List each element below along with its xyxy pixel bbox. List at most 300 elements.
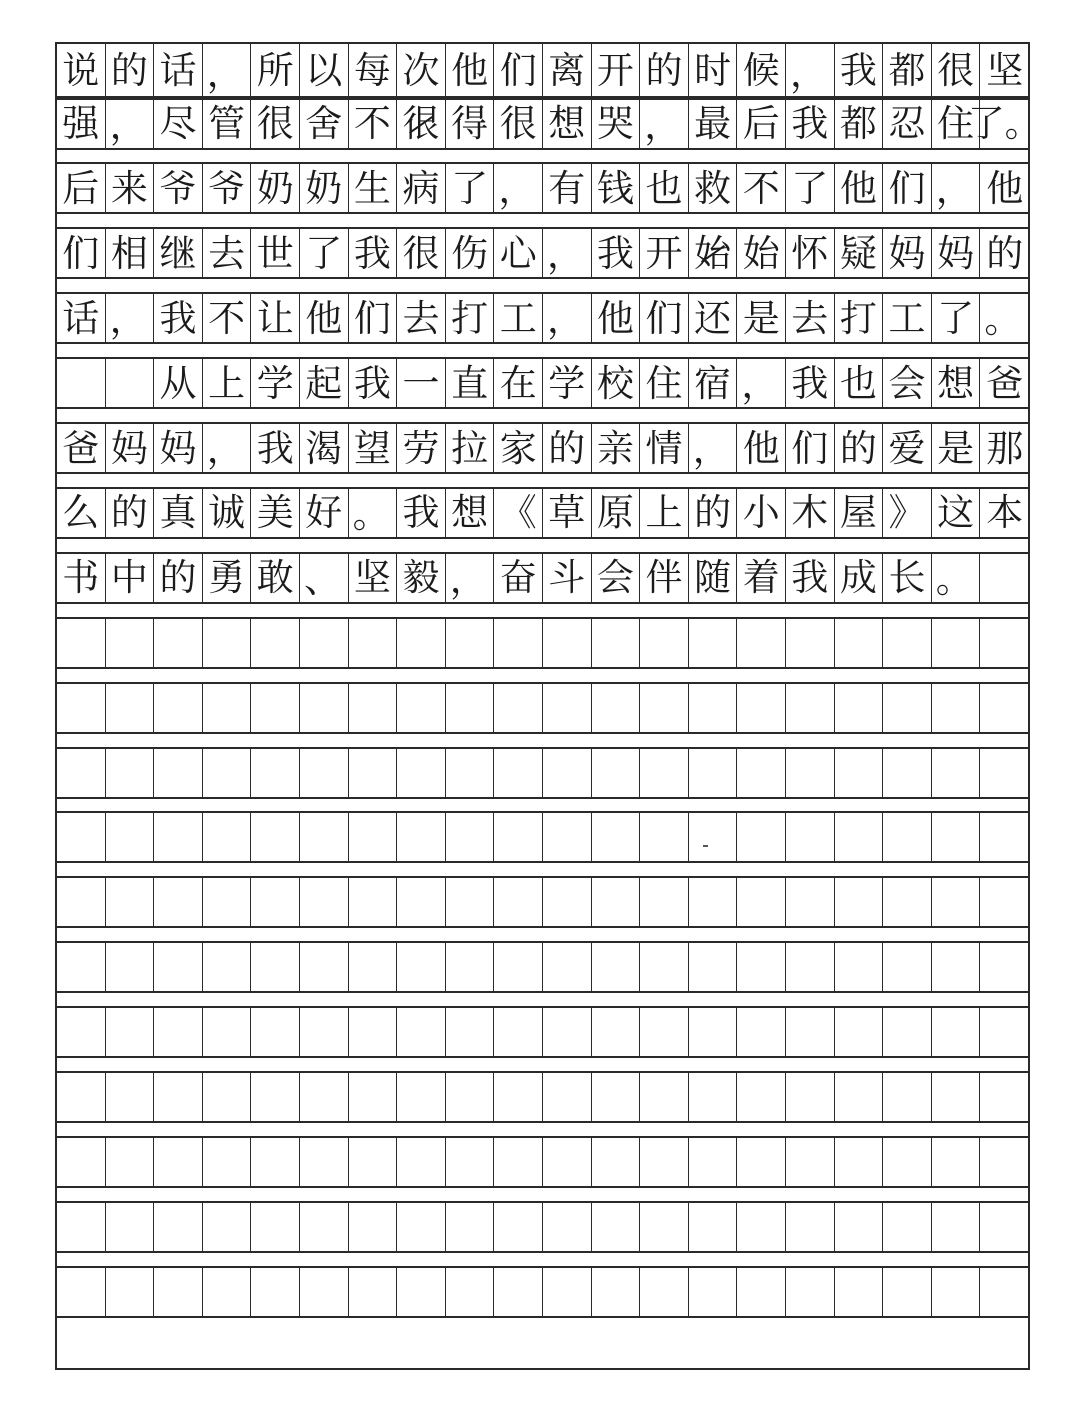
grid-cell [543,943,592,991]
grid-cell [494,813,543,861]
grid-cell: ， [640,100,689,148]
grid-cell [251,619,300,667]
grid-cell [494,1138,543,1186]
grid-cell: 着 [737,554,786,602]
grid-cell: 尽 [154,100,203,148]
grid-cell [543,1138,592,1186]
grid-cell [106,1073,155,1121]
grid-cell: 疑 [835,229,884,277]
grid-cell [543,1073,592,1121]
grid-cell [154,1073,203,1121]
grid-cell [737,1203,786,1251]
empty-line [57,1071,1028,1123]
grid-cell [397,1008,446,1056]
grid-cell: 坚 [986,48,1024,92]
grid-cell: 住 [932,100,981,148]
grid-cell [106,619,155,667]
grid-cell: 亲 [592,424,641,472]
grid-cell [543,749,592,797]
empty-line [57,1136,1028,1188]
grid-cell [106,1268,155,1316]
grid-cell: 的 [640,44,689,96]
grid-cell [980,1138,1029,1186]
grid-cell: 么 [57,489,106,537]
grid-cell: 还 [689,294,738,342]
grid-cell: 我 [835,44,884,96]
grid-cell [397,619,446,667]
grid-cell [640,1008,689,1056]
grid-cell [397,749,446,797]
grid-cell [203,1073,252,1121]
grid-cell [640,943,689,991]
grid-cell: 的 [154,554,203,602]
grid-cell [349,1073,398,1121]
grid-cell [835,813,884,861]
grid-cell [737,749,786,797]
grid-cell: ， [737,359,786,407]
grid-cell: 了。 [967,102,1042,145]
grid-cell: 候 [737,44,786,96]
empty-line [57,617,1028,669]
grid-cell: 上 [203,359,252,407]
grid-cell: 会 [883,359,932,407]
grid-cell: 长 [883,554,932,602]
grid-cell: 也 [835,359,884,407]
grid-cell [689,1203,738,1251]
grid-cell: 他 [446,44,495,96]
grid-cell [689,749,738,797]
grid-cell: 说 [57,44,106,96]
grid-cell [203,943,252,991]
grid-cell: 伤 [446,229,495,277]
grid-cell [154,943,203,991]
grid-cell [543,1203,592,1251]
grid-cell [640,1268,689,1316]
grid-cell: 书 [57,554,106,602]
grid-cell: 话 [57,294,106,342]
grid-cell: 爸 [986,361,1024,405]
grid-cell: 妈 [932,229,981,277]
grid-cell [349,1203,398,1251]
grid-cell: 很 [494,100,543,148]
grid-cell [883,1203,932,1251]
grid-cell [203,619,252,667]
grid-cell [543,1268,592,1316]
grid-cell [57,1073,106,1121]
grid-cell [980,878,1029,926]
grid-cell: 很 [251,100,300,148]
grid-cell [57,1138,106,1186]
grid-cell: 不 [349,100,398,148]
grid-cell [592,943,641,991]
grid-cell: 舍 [300,100,349,148]
grid-cell [883,1008,932,1056]
grid-cell [251,684,300,732]
grid-cell [300,619,349,667]
grid-cell: 伴 [640,554,689,602]
grid-cell [154,1268,203,1316]
grid-cell: 爷 [203,164,252,212]
grid-cell [300,1203,349,1251]
composition-sheet [55,42,1042,1370]
grid-cell [397,1138,446,1186]
grid-cell [57,619,106,667]
grid-cell: 草 [543,489,592,537]
grid-cell [251,1073,300,1121]
grid-cell: 们 [494,44,543,96]
grid-cell: ， [689,424,738,472]
grid-cell [932,684,981,732]
grid-cell: ， [446,554,495,602]
grid-cell [494,1073,543,1121]
grid-cell: 的 [106,489,155,537]
grid-cell [932,1203,981,1251]
grid-cell [835,1008,884,1056]
grid-cell: 学 [251,359,300,407]
grid-cell: 们 [349,294,398,342]
grid-cell: 从 [154,359,203,407]
grid-cell: 了 [300,229,349,277]
grid-cell [640,1138,689,1186]
grid-cell [446,749,495,797]
grid-cell: 。 [932,554,981,602]
grid-cell: ， [106,294,155,342]
grid-cell [349,878,398,926]
empty-line [57,1201,1028,1253]
grid-cell: 我 [592,229,641,277]
grid-cell [106,1203,155,1251]
grid-cell [57,878,106,926]
grid-cell: 斗 [543,554,592,602]
grid-cell [349,749,398,797]
grid-cell: 生 [349,164,398,212]
grid-cell: 最 [689,100,738,148]
grid-cell [592,619,641,667]
grid-cell: 家 [494,424,543,472]
grid-cell: 爸 [57,424,106,472]
grid-cell [251,1138,300,1186]
grid-cell: 、 [300,554,349,602]
grid-cell [932,813,981,861]
grid-cell [349,684,398,732]
grid-cell: 想 [932,359,981,407]
grid-cell [446,619,495,667]
grid-cell: 世 [251,229,300,277]
grid-cell [980,684,1029,732]
grid-cell: 我 [786,554,835,602]
text-line [57,227,1028,279]
grid-cell: 是 [932,424,981,472]
grid-cell [640,813,689,861]
grid-cell [543,1008,592,1056]
grid-cell: 开 [592,44,641,96]
text-line [57,292,1028,344]
grid-cell [592,684,641,732]
grid-cell [446,943,495,991]
grid-cell: 渴 [300,424,349,472]
grid-cell: 奋 [494,554,543,602]
grid-cell: 很 [397,229,446,277]
grid-cell [154,813,203,861]
grid-cell [592,813,641,861]
grid-cell [251,943,300,991]
grid-cell: 勇 [203,554,252,602]
grid-cell: ， [932,164,981,212]
grid-cell [980,1073,1029,1121]
grid-cell [251,749,300,797]
grid-cell [932,1008,981,1056]
grid-cell [592,1268,641,1316]
grid-cell: 们 [883,164,932,212]
grid-cell: 上 [640,489,689,537]
grid-cell: 有 [543,164,592,212]
grid-cell [154,619,203,667]
text-line [57,162,1028,214]
grid-cell: 很 [397,100,446,148]
grid-cell [883,813,932,861]
grid-cell [640,878,689,926]
grid-cell [300,684,349,732]
grid-cell [203,749,252,797]
grid-cell: 是 [737,294,786,342]
grid-cell [980,1008,1029,1056]
grid-cell [835,943,884,991]
text-line [57,422,1028,474]
grid-cell: 毅 [397,554,446,602]
grid-cell: 们 [57,229,106,277]
grid-cell [883,878,932,926]
grid-cell: 工 [494,294,543,342]
grid-cell: 他 [737,424,786,472]
grid-cell [640,684,689,732]
grid-cell [349,943,398,991]
grid-cell: 学 [543,359,592,407]
grid-cell [397,684,446,732]
grid-cell: 这 [932,489,981,537]
grid-cell [932,619,981,667]
grid-cell [446,1138,495,1186]
text-line [57,487,1028,539]
grid-cell [300,878,349,926]
grid-cell [57,1008,106,1056]
empty-line [57,876,1028,928]
grid-cell: 强 [57,100,106,148]
grid-cell: 后 [57,164,106,212]
grid-cell: 都 [883,44,932,96]
grid-cell: 真 [154,489,203,537]
grid-cell [932,1138,981,1186]
grid-cell [689,684,738,732]
grid-cell [689,878,738,926]
grid-cell: 坚 [349,554,398,602]
grid-cell [737,878,786,926]
grid-cell [689,1073,738,1121]
grid-cell [592,1073,641,1121]
grid-cell [883,943,932,991]
grid-cell: ， [106,100,155,148]
grid-cell [494,684,543,732]
grid-cell [300,813,349,861]
grid-cell [203,1138,252,1186]
grid-cell: 情 [640,424,689,472]
grid-cell [154,684,203,732]
grid-cell [543,619,592,667]
grid-cell [494,1268,543,1316]
grid-cell: 宿 [689,359,738,407]
grid-cell [154,1008,203,1056]
grid-cell: 敢 [251,554,300,602]
grid-cell [980,619,1029,667]
grid-cell [300,749,349,797]
grid-cell: 劳 [397,424,446,472]
grid-cell [57,943,106,991]
grid-cell [592,878,641,926]
grid-cell: 了 [786,164,835,212]
text-line [57,98,1042,150]
grid-cell [203,813,252,861]
grid-cell [980,943,1029,991]
grid-cell [980,1203,1029,1251]
grid-cell [203,1268,252,1316]
grid-cell: 也 [640,164,689,212]
grid-cell: 想 [543,100,592,148]
grid-cell [883,1268,932,1316]
grid-cell: 们 [640,294,689,342]
grid-cell [203,878,252,926]
grid-cell [883,619,932,667]
grid-cell: 爱 [883,424,932,472]
grid-cell [349,813,398,861]
grid-cell [397,1203,446,1251]
grid-cell: 想 [446,489,495,537]
grid-cell [689,943,738,991]
grid-cell: 来 [106,164,155,212]
grid-cell [835,1073,884,1121]
grid-cell [737,1008,786,1056]
grid-cell [446,878,495,926]
grid-cell: 直 [446,359,495,407]
grid-cell [397,1268,446,1316]
grid-cell [106,813,155,861]
grid-cell: 我 [349,359,398,407]
grid-cell [786,619,835,667]
grid-cell: 离 [543,44,592,96]
grid-cell [397,878,446,926]
grid-cell [786,684,835,732]
grid-cell [397,1073,446,1121]
grid-cell [980,749,1029,797]
grid-cell [786,943,835,991]
grid-cell [446,1008,495,1056]
grid-cell [494,749,543,797]
grid-cell: 的 [986,231,1024,275]
grid-cell: 都 [835,100,884,148]
grid-cell [397,813,446,861]
grid-cell [446,1073,495,1121]
grid-cell [592,1008,641,1056]
grid-cell [689,1008,738,1056]
grid-cell: 妈 [154,424,203,472]
grid-cell [835,1203,884,1251]
scan-speck [703,845,708,847]
grid-cell: 以 [300,44,349,96]
grid-cell: 美 [251,489,300,537]
grid-cell [397,943,446,991]
grid-cell [57,684,106,732]
grid-cell: 。 [349,489,398,537]
grid-cell [786,1073,835,1121]
grid-cell: 会 [592,554,641,602]
grid-cell [494,619,543,667]
grid-cell [494,878,543,926]
grid-cell [300,1138,349,1186]
grid-cell [543,813,592,861]
grid-cell: 不 [203,294,252,342]
grid-cell [689,1268,738,1316]
grid-cell [349,619,398,667]
grid-cell: 打 [835,294,884,342]
grid-cell [106,749,155,797]
grid-cell: 我 [251,424,300,472]
grid-cell: 》 [883,489,932,537]
grid-cell [300,1008,349,1056]
grid-cell [446,1268,495,1316]
grid-cell: 奶 [300,164,349,212]
grid-cell: 哭 [592,100,641,148]
grid-cell [835,684,884,732]
grid-cell: 我 [154,294,203,342]
grid-cell: 怀 [786,229,835,277]
grid-cell [106,1008,155,1056]
grid-cell [689,1138,738,1186]
grid-cell: 让 [251,294,300,342]
grid-cell [932,1268,981,1316]
grid-cell [251,1203,300,1251]
grid-cell: 后 [737,100,786,148]
grid-cell: 我 [786,359,835,407]
grid-cell [737,1138,786,1186]
grid-cell [106,684,155,732]
grid-cell [689,619,738,667]
grid-cell [786,1268,835,1316]
grid-cell [154,1203,203,1251]
grid-cell [737,1268,786,1316]
grid-cell: 他 [986,166,1024,210]
grid-cell [300,1073,349,1121]
grid-cell [786,1203,835,1251]
grid-cell [106,943,155,991]
grid-cell: 所 [251,44,300,96]
grid-cell: ， [203,44,252,96]
empty-line [57,1266,1028,1318]
grid-cell [640,1073,689,1121]
grid-cell: 打 [446,294,495,342]
text-line [57,552,1028,604]
grid-cell [980,813,1029,861]
grid-cell [349,1268,398,1316]
text-line [57,42,1028,98]
grid-cell [640,1203,689,1251]
grid-cell: ， [543,229,592,277]
grid-cell: 校 [592,359,641,407]
grid-cell [106,359,155,407]
grid-cell [251,878,300,926]
grid-cell [737,943,786,991]
grid-cell [786,878,835,926]
empty-line [57,811,1028,863]
grid-cell: 爷 [154,164,203,212]
grid-cell: 次 [397,44,446,96]
